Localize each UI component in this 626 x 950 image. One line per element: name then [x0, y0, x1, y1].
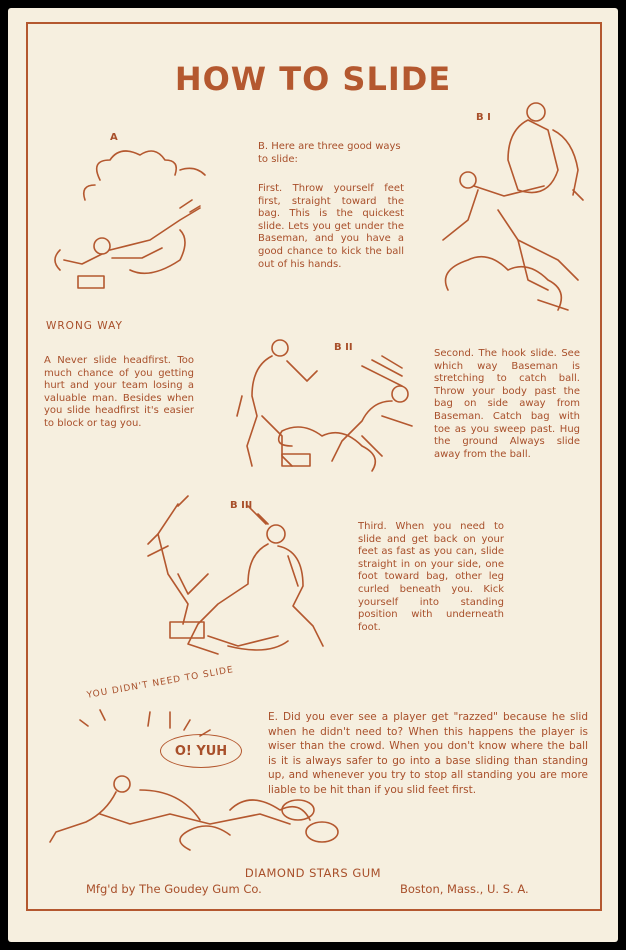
hook-slide-text: Second. The hook slide. See which way Baseman is stretching to catch ball. Throw your body past the bag on side away from Baseman. Catch bag with toe as you sweep past. Hug the ground Always slide away from the ball.: [434, 348, 580, 460]
illustration-hook-slide: [232, 336, 422, 486]
intro-b-text: B. Here are three good ways to slide:: [258, 141, 401, 165]
footer-location: Boston, Mass., U. S. A.: [400, 882, 529, 896]
speech-bubble: O! YUH: [160, 734, 242, 768]
label-b3: B III: [230, 500, 253, 511]
label-b1: B I: [476, 112, 491, 123]
page-title: HOW TO SLIDE: [174, 60, 452, 98]
footer-maker: Mfg'd by The Goudey Gum Co.: [86, 882, 262, 896]
label-a: A: [110, 132, 118, 143]
headfirst-warning-text: A Never slide headfirst. Too much chance of you getting hurt and your team losing a valuable man. Besides when you slide headfirst it's easier to block or tag you.: [44, 355, 194, 429]
label-b2: B II: [334, 342, 353, 353]
wrong-way-caption: WRONG WAY: [46, 320, 123, 332]
first-slide-text: First. Throw yourself feet first, straight toward the bag. This is the quickest slide. Lets you get under the Baseman, and you have a good chance to kick the ball out of his hands.: [258, 183, 404, 270]
crowd-shout-text: YOU DIDN'T NEED TO SLIDE: [86, 665, 235, 701]
illustration-headfirst: [40, 150, 220, 330]
razzed-text: E. Did you ever see a player get "razzed" because he slid when he didn't need to? When this happens the player is wiser than the crowd. When you don't know where the ball is it is always safer to go into a base sliding than standing up, and whenever you try to stop all standing you are more liable to be hit than if you slid feet first.: [268, 711, 588, 796]
footer-brand: DIAMOND STARS GUM: [244, 866, 382, 880]
illustration-feet-first: [438, 90, 598, 320]
illustration-pop-up-slide: [148, 496, 348, 676]
pop-up-slide-text: Third. When you need to slide and get back on your feet as fast as you can, slide straight in on your side, one foot toward bag, other leg curled beneath you. Kick yourself into standing position with underneath foot.: [358, 521, 504, 633]
